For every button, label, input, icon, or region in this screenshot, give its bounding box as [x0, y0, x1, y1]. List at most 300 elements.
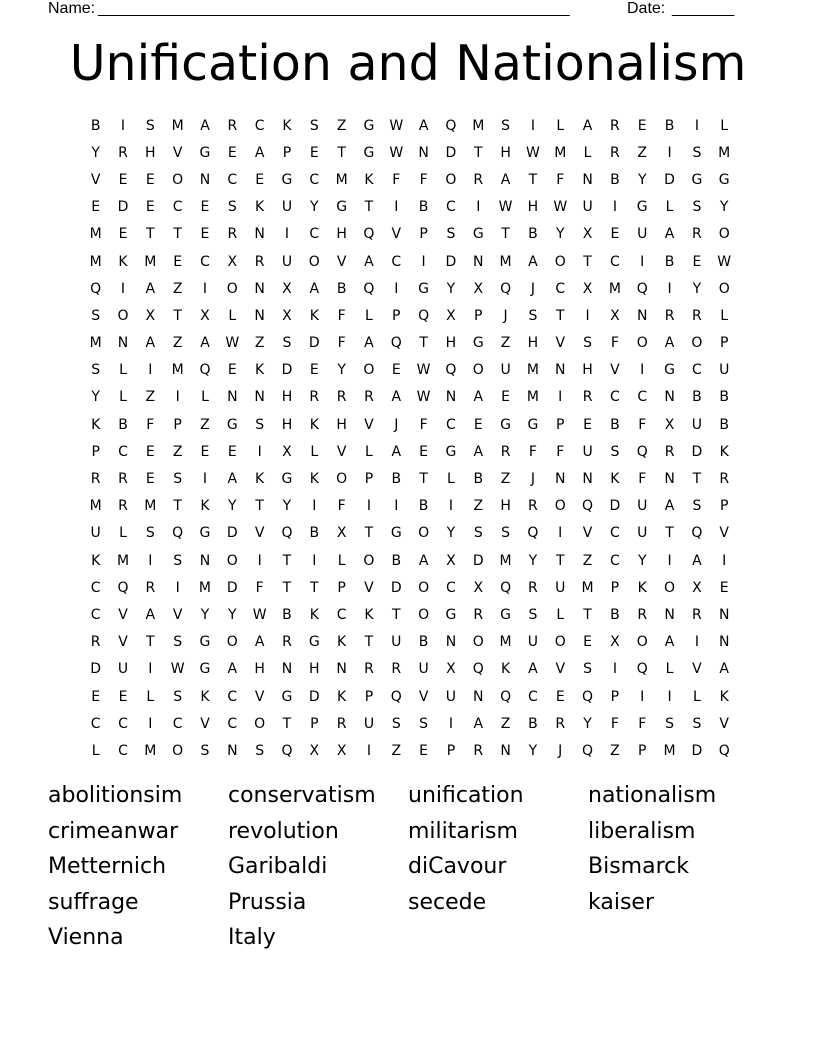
grid-letter[interactable]: U [500, 362, 511, 379]
grid-letter[interactable]: W [498, 199, 513, 216]
grid-letter[interactable]: I [421, 253, 426, 270]
grid-letter[interactable]: Y [228, 606, 237, 623]
grid-letter[interactable]: X [282, 443, 292, 460]
grid-letter[interactable]: H [500, 498, 511, 515]
grid-letter[interactable]: T [555, 552, 565, 569]
grid-letter[interactable]: A [582, 117, 593, 134]
grid-letter[interactable]: S [173, 634, 183, 651]
grid-letter[interactable]: I [448, 498, 453, 515]
grid-letter[interactable]: N [336, 661, 347, 678]
grid-letter[interactable]: I [612, 199, 617, 216]
grid-letter[interactable]: A [364, 253, 374, 270]
grid-letter[interactable]: G [308, 634, 320, 651]
grid-letter[interactable]: A [145, 280, 156, 297]
grid-letter[interactable]: V [692, 661, 702, 678]
grid-letter[interactable]: P [719, 498, 729, 515]
grid-letter[interactable]: T [419, 471, 428, 488]
grid-letter[interactable]: B [610, 606, 620, 623]
grid-letter[interactable]: D [90, 661, 102, 678]
grid-letter[interactable]: K [282, 117, 292, 134]
grid-letter[interactable]: J [530, 280, 535, 297]
grid-letter[interactable]: S [692, 715, 702, 732]
grid-letter[interactable]: M [89, 335, 102, 352]
grid-letter[interactable]: M [89, 253, 102, 270]
grid-letter[interactable]: R [500, 443, 511, 460]
grid-letter[interactable]: E [200, 443, 210, 460]
grid-letter[interactable]: A [473, 443, 484, 460]
grid-letter[interactable]: C [90, 606, 101, 623]
grid-letter[interactable]: V [364, 579, 374, 596]
grid-letter[interactable]: T [692, 471, 702, 488]
grid-letter[interactable]: B [90, 117, 101, 134]
grid-letter[interactable]: S [528, 606, 538, 623]
grid-letter[interactable]: E [200, 226, 210, 243]
grid-letter[interactable]: M [116, 552, 130, 569]
grid-letter[interactable]: K [637, 579, 647, 596]
grid-letter[interactable]: Q [582, 742, 594, 759]
grid-letter[interactable]: X [336, 742, 347, 759]
grid-letter[interactable]: G [363, 117, 375, 134]
grid-letter[interactable]: O [254, 715, 266, 732]
grid-letter[interactable]: L [146, 688, 155, 705]
grid-letter[interactable]: M [499, 552, 512, 569]
grid-letter[interactable]: I [202, 471, 208, 488]
grid-letter[interactable]: N [281, 661, 293, 678]
grid-letter[interactable]: K [309, 307, 319, 324]
grid-letter[interactable]: I [312, 552, 317, 569]
grid-letter[interactable]: P [638, 742, 647, 759]
name-line[interactable]: _____________________________________________________ [98, 0, 570, 17]
grid-letter[interactable]: M [335, 171, 348, 188]
grid-letter[interactable]: Q [418, 307, 430, 324]
grid-letter[interactable]: R [336, 715, 347, 732]
grid-letter[interactable]: Z [473, 498, 484, 515]
grid-letter[interactable]: Q [500, 579, 512, 596]
grid-letter[interactable]: N [199, 171, 211, 188]
grid-letter[interactable]: N [664, 471, 675, 488]
grid-letter[interactable]: S [391, 715, 401, 732]
grid-letter[interactable]: G [199, 634, 211, 651]
grid-letter[interactable]: M [144, 742, 157, 759]
grid-letter[interactable]: E [145, 443, 155, 460]
grid-letter[interactable]: X [582, 226, 593, 243]
grid-letter[interactable]: O [445, 171, 457, 188]
grid-letter[interactable]: I [640, 253, 645, 270]
grid-letter[interactable]: Z [610, 742, 620, 759]
grid-letter[interactable]: Z [500, 335, 511, 352]
grid-letter[interactable]: S [692, 144, 702, 161]
grid-letter[interactable]: L [720, 307, 729, 324]
grid-letter[interactable]: J [558, 742, 563, 759]
grid-letter[interactable]: Q [718, 742, 730, 759]
grid-letter[interactable]: S [200, 742, 210, 759]
grid-letter[interactable]: E [118, 171, 128, 188]
grid-letter[interactable]: L [119, 362, 127, 379]
grid-letter[interactable]: H [445, 335, 457, 352]
grid-letter[interactable]: R [528, 579, 538, 596]
grid-letter[interactable]: B [610, 416, 620, 433]
grid-letter[interactable]: T [173, 226, 182, 243]
grid-letter[interactable]: L [228, 307, 237, 324]
grid-letter[interactable]: Z [582, 552, 593, 569]
date-line[interactable]: _______ [672, 0, 735, 17]
grid-letter[interactable]: I [394, 498, 399, 515]
grid-letter[interactable]: B [528, 715, 538, 732]
grid-letter[interactable]: R [637, 606, 648, 623]
grid-letter[interactable]: V [172, 144, 183, 161]
grid-letter[interactable]: N [636, 307, 648, 324]
grid-letter[interactable]: H [527, 199, 539, 216]
grid-letter[interactable]: S [173, 688, 183, 705]
grid-letter[interactable]: O [664, 579, 676, 596]
grid-letter[interactable]: U [719, 362, 730, 379]
grid-letter[interactable]: Y [91, 144, 100, 161]
grid-letter[interactable]: O [554, 498, 566, 515]
grid-letter[interactable]: R [391, 661, 402, 678]
grid-letter[interactable]: O [172, 742, 184, 759]
grid-letter[interactable]: X [446, 661, 456, 678]
grid-letter[interactable]: Z [500, 471, 511, 488]
grid-letter[interactable]: A [309, 280, 320, 297]
grid-letter[interactable]: M [144, 253, 157, 270]
grid-letter[interactable]: V [555, 661, 566, 678]
grid-letter[interactable]: B [391, 552, 402, 569]
grid-letter[interactable]: U [555, 579, 566, 596]
grid-letter[interactable]: I [558, 525, 563, 542]
grid-letter[interactable]: V [254, 688, 265, 705]
grid-letter[interactable]: O [308, 253, 320, 270]
grid-letter[interactable]: E [118, 688, 128, 705]
grid-letter[interactable]: A [254, 144, 265, 161]
grid-letter[interactable]: I [120, 117, 126, 134]
grid-letter[interactable]: K [200, 688, 210, 705]
grid-letter[interactable]: D [308, 688, 320, 705]
grid-letter[interactable]: O [472, 362, 484, 379]
grid-letter[interactable]: F [337, 498, 346, 515]
grid-letter[interactable]: E [555, 688, 565, 705]
grid-letter[interactable]: Q [199, 362, 211, 379]
grid-letter[interactable]: G [281, 471, 293, 488]
grid-letter[interactable]: E [145, 199, 155, 216]
grid-letter[interactable]: P [173, 416, 182, 433]
grid-letter[interactable]: E [227, 362, 237, 379]
grid-letter[interactable]: L [119, 389, 127, 406]
grid-letter[interactable]: Y [91, 389, 100, 406]
grid-letter[interactable]: A [227, 661, 238, 678]
grid-letter[interactable]: U [691, 416, 702, 433]
grid-letter[interactable]: H [281, 389, 293, 406]
grid-letter[interactable]: Q [500, 280, 512, 297]
grid-letter[interactable]: R [692, 606, 702, 623]
grid-letter[interactable]: B [692, 389, 702, 406]
grid-letter[interactable]: R [555, 715, 566, 732]
grid-letter[interactable]: E [637, 117, 647, 134]
grid-letter[interactable]: D [117, 199, 129, 216]
grid-letter[interactable]: P [310, 715, 319, 732]
grid-letter[interactable]: I [667, 552, 672, 569]
grid-letter[interactable]: U [582, 443, 593, 460]
grid-letter[interactable]: X [282, 280, 292, 297]
grid-letter[interactable]: Y [310, 199, 319, 216]
grid-letter[interactable]: O [472, 634, 484, 651]
grid-letter[interactable]: Y [228, 498, 237, 515]
grid-letter[interactable]: V [391, 226, 402, 243]
grid-letter[interactable]: E [227, 144, 237, 161]
grid-letter[interactable]: T [146, 226, 155, 243]
grid-letter[interactable]: T [364, 525, 374, 542]
grid-letter[interactable]: F [638, 471, 647, 488]
grid-letter[interactable]: C [118, 715, 128, 732]
grid-letter[interactable]: K [200, 498, 210, 515]
grid-letter[interactable]: E [145, 171, 155, 188]
grid-letter[interactable]: R [692, 307, 702, 324]
grid-letter[interactable]: U [527, 634, 539, 651]
grid-letter[interactable]: O [718, 280, 730, 297]
grid-letter[interactable]: T [583, 253, 592, 270]
grid-letter[interactable]: M [89, 226, 102, 243]
grid-letter[interactable]: Q [636, 661, 648, 678]
grid-letter[interactable]: Y [692, 280, 702, 297]
grid-letter[interactable]: M [499, 253, 512, 270]
grid-letter[interactable]: S [692, 199, 702, 216]
grid-letter[interactable]: H [309, 661, 320, 678]
grid-letter[interactable]: D [308, 335, 320, 352]
grid-letter[interactable]: E [501, 389, 511, 406]
grid-letter[interactable]: R [664, 307, 675, 324]
grid-letter[interactable]: N [664, 389, 675, 406]
grid-letter[interactable]: O [418, 606, 430, 623]
grid-letter[interactable]: F [255, 579, 264, 596]
grid-letter[interactable]: S [173, 471, 183, 488]
grid-letter[interactable]: V [418, 688, 429, 705]
grid-letter[interactable]: M [472, 117, 485, 134]
grid-letter[interactable]: K [118, 253, 128, 270]
grid-letter[interactable]: Q [90, 280, 102, 297]
grid-letter[interactable]: N [555, 471, 566, 488]
grid-letter[interactable]: K [337, 634, 347, 651]
grid-letter[interactable]: J [530, 471, 535, 488]
grid-letter[interactable]: C [610, 389, 620, 406]
grid-letter[interactable]: C [610, 525, 620, 542]
letter-grid[interactable] [82, 112, 738, 765]
grid-letter[interactable]: E [419, 742, 429, 759]
grid-letter[interactable]: E [610, 226, 620, 243]
grid-letter[interactable]: R [118, 144, 128, 161]
grid-letter[interactable]: L [201, 389, 209, 406]
grid-letter[interactable]: Q [363, 280, 375, 297]
grid-letter[interactable]: G [226, 416, 238, 433]
grid-letter[interactable]: E [583, 416, 592, 433]
grid-letter[interactable]: U [281, 199, 293, 216]
grid-letter[interactable]: K [255, 471, 265, 488]
grid-letter[interactable]: L [556, 117, 565, 134]
grid-letter[interactable]: N [718, 634, 730, 651]
grid-letter[interactable]: B [664, 117, 675, 134]
grid-letter[interactable]: I [148, 715, 153, 732]
grid-letter[interactable]: H [500, 144, 511, 161]
grid-letter[interactable]: I [476, 199, 481, 216]
grid-letter[interactable]: I [175, 389, 180, 406]
grid-letter[interactable]: A [391, 443, 402, 460]
grid-letter[interactable]: C [391, 253, 402, 270]
grid-letter[interactable]: I [120, 280, 126, 297]
grid-letter[interactable]: I [148, 362, 153, 379]
grid-letter[interactable]: B [719, 389, 730, 406]
grid-letter[interactable]: P [446, 742, 456, 759]
grid-letter[interactable]: D [390, 579, 402, 596]
grid-letter[interactable]: I [585, 307, 590, 324]
grid-letter[interactable]: C [90, 579, 101, 596]
grid-letter[interactable]: R [282, 634, 292, 651]
grid-letter[interactable]: P [474, 307, 483, 324]
grid-letter[interactable]: V [336, 253, 347, 270]
grid-letter[interactable]: M [581, 579, 594, 596]
grid-letter[interactable]: D [226, 579, 238, 596]
grid-letter[interactable]: Q [172, 525, 184, 542]
grid-letter[interactable]: I [667, 280, 672, 297]
grid-letter[interactable]: R [336, 389, 347, 406]
grid-letter[interactable]: O [691, 335, 703, 352]
grid-letter[interactable]: R [145, 579, 156, 596]
grid-letter[interactable]: G [199, 525, 211, 542]
grid-letter[interactable]: M [171, 117, 184, 134]
grid-letter[interactable]: C [118, 443, 128, 460]
grid-letter[interactable]: T [337, 144, 346, 161]
grid-letter[interactable]: L [692, 688, 701, 705]
grid-letter[interactable]: C [528, 688, 538, 705]
grid-letter[interactable]: Q [527, 525, 539, 542]
grid-letter[interactable]: M [89, 498, 102, 515]
grid-letter[interactable]: P [610, 688, 620, 705]
grid-letter[interactable]: S [173, 552, 183, 569]
grid-letter[interactable]: L [665, 199, 674, 216]
grid-letter[interactable]: Q [691, 525, 703, 542]
grid-letter[interactable]: I [612, 661, 617, 678]
grid-letter[interactable]: P [419, 226, 428, 243]
grid-letter[interactable]: Y [200, 606, 210, 623]
grid-letter[interactable]: K [337, 688, 347, 705]
grid-letter[interactable]: A [664, 226, 675, 243]
grid-letter[interactable]: E [719, 579, 729, 596]
grid-letter[interactable]: E [91, 199, 101, 216]
grid-letter[interactable]: Y [446, 280, 456, 297]
grid-letter[interactable]: C [227, 171, 238, 188]
grid-letter[interactable]: H [336, 416, 347, 433]
grid-letter[interactable]: K [364, 171, 374, 188]
grid-letter[interactable]: A [664, 335, 675, 352]
grid-letter[interactable]: X [610, 307, 620, 324]
grid-letter[interactable]: C [200, 253, 210, 270]
grid-letter[interactable]: U [637, 525, 648, 542]
grid-letter[interactable]: P [392, 307, 401, 324]
grid-letter[interactable]: V [254, 525, 265, 542]
grid-letter[interactable]: L [91, 742, 100, 759]
grid-letter[interactable]: K [91, 552, 101, 569]
grid-letter[interactable]: S [692, 498, 702, 515]
grid-letter[interactable]: O [636, 335, 648, 352]
grid-letter[interactable]: I [558, 389, 563, 406]
grid-letter[interactable]: F [638, 416, 647, 433]
grid-letter[interactable]: V [719, 525, 729, 542]
grid-letter[interactable]: C [227, 688, 238, 705]
grid-letter[interactable]: I [667, 688, 672, 705]
grid-letter[interactable]: V [555, 335, 566, 352]
grid-letter[interactable]: G [199, 144, 211, 161]
grid-letter[interactable]: Y [583, 715, 592, 732]
grid-letter[interactable]: R [90, 471, 101, 488]
grid-letter[interactable]: K [719, 443, 729, 460]
grid-letter[interactable]: B [664, 253, 675, 270]
grid-letter[interactable]: N [445, 389, 457, 406]
grid-letter[interactable]: X [145, 307, 156, 324]
grid-letter[interactable]: W [717, 253, 732, 270]
grid-letter[interactable]: M [608, 280, 621, 297]
grid-letter[interactable]: A [145, 606, 156, 623]
grid-letter[interactable]: F [337, 335, 346, 352]
grid-letter[interactable]: A [364, 335, 374, 352]
grid-letter[interactable]: P [719, 335, 729, 352]
grid-letter[interactable]: F [528, 443, 537, 460]
grid-letter[interactable]: O [363, 552, 375, 569]
grid-letter[interactable]: F [392, 171, 401, 188]
grid-letter[interactable]: A [200, 335, 210, 352]
grid-letter[interactable]: B [391, 471, 402, 488]
grid-letter[interactable]: Q [582, 498, 594, 515]
grid-letter[interactable]: I [312, 498, 317, 515]
grid-letter[interactable]: E [145, 471, 155, 488]
grid-letter[interactable]: V [118, 606, 128, 623]
grid-letter[interactable]: H [254, 661, 265, 678]
grid-letter[interactable]: I [640, 362, 645, 379]
grid-letter[interactable]: M [171, 362, 184, 379]
grid-letter[interactable]: N [254, 389, 265, 406]
grid-letter[interactable]: S [227, 199, 237, 216]
grid-letter[interactable]: V [364, 416, 374, 433]
grid-letter[interactable]: Q [445, 117, 457, 134]
grid-letter[interactable]: A [145, 335, 156, 352]
grid-letter[interactable]: L [365, 443, 373, 460]
grid-letter[interactable]: Z [172, 280, 183, 297]
grid-letter[interactable]: A [418, 552, 429, 569]
grid-letter[interactable]: V [200, 715, 210, 732]
grid-letter[interactable]: P [282, 144, 292, 161]
grid-letter[interactable]: Z [391, 742, 402, 759]
grid-letter[interactable]: X [582, 280, 593, 297]
grid-letter[interactable]: O [336, 471, 348, 488]
grid-letter[interactable]: I [148, 552, 153, 569]
grid-letter[interactable]: R [473, 171, 484, 188]
grid-letter[interactable]: E [309, 144, 319, 161]
grid-letter[interactable]: I [694, 634, 699, 651]
grid-letter[interactable]: B [118, 416, 128, 433]
grid-letter[interactable]: C [555, 280, 566, 297]
grid-letter[interactable]: L [365, 307, 373, 324]
grid-letter[interactable]: A [664, 634, 675, 651]
grid-letter[interactable]: W [225, 335, 240, 352]
grid-letter[interactable]: T [282, 579, 292, 596]
grid-letter[interactable]: A [473, 389, 484, 406]
grid-letter[interactable]: R [692, 226, 702, 243]
grid-letter[interactable]: W [389, 117, 404, 134]
grid-letter[interactable]: R [227, 117, 238, 134]
grid-letter[interactable]: Y [719, 199, 729, 216]
grid-letter[interactable]: S [501, 117, 511, 134]
grid-letter[interactable]: G [281, 171, 293, 188]
grid-letter[interactable]: Z [500, 715, 511, 732]
grid-letter[interactable]: I [394, 199, 399, 216]
grid-letter[interactable]: G [336, 199, 348, 216]
grid-letter[interactable]: S [473, 525, 483, 542]
